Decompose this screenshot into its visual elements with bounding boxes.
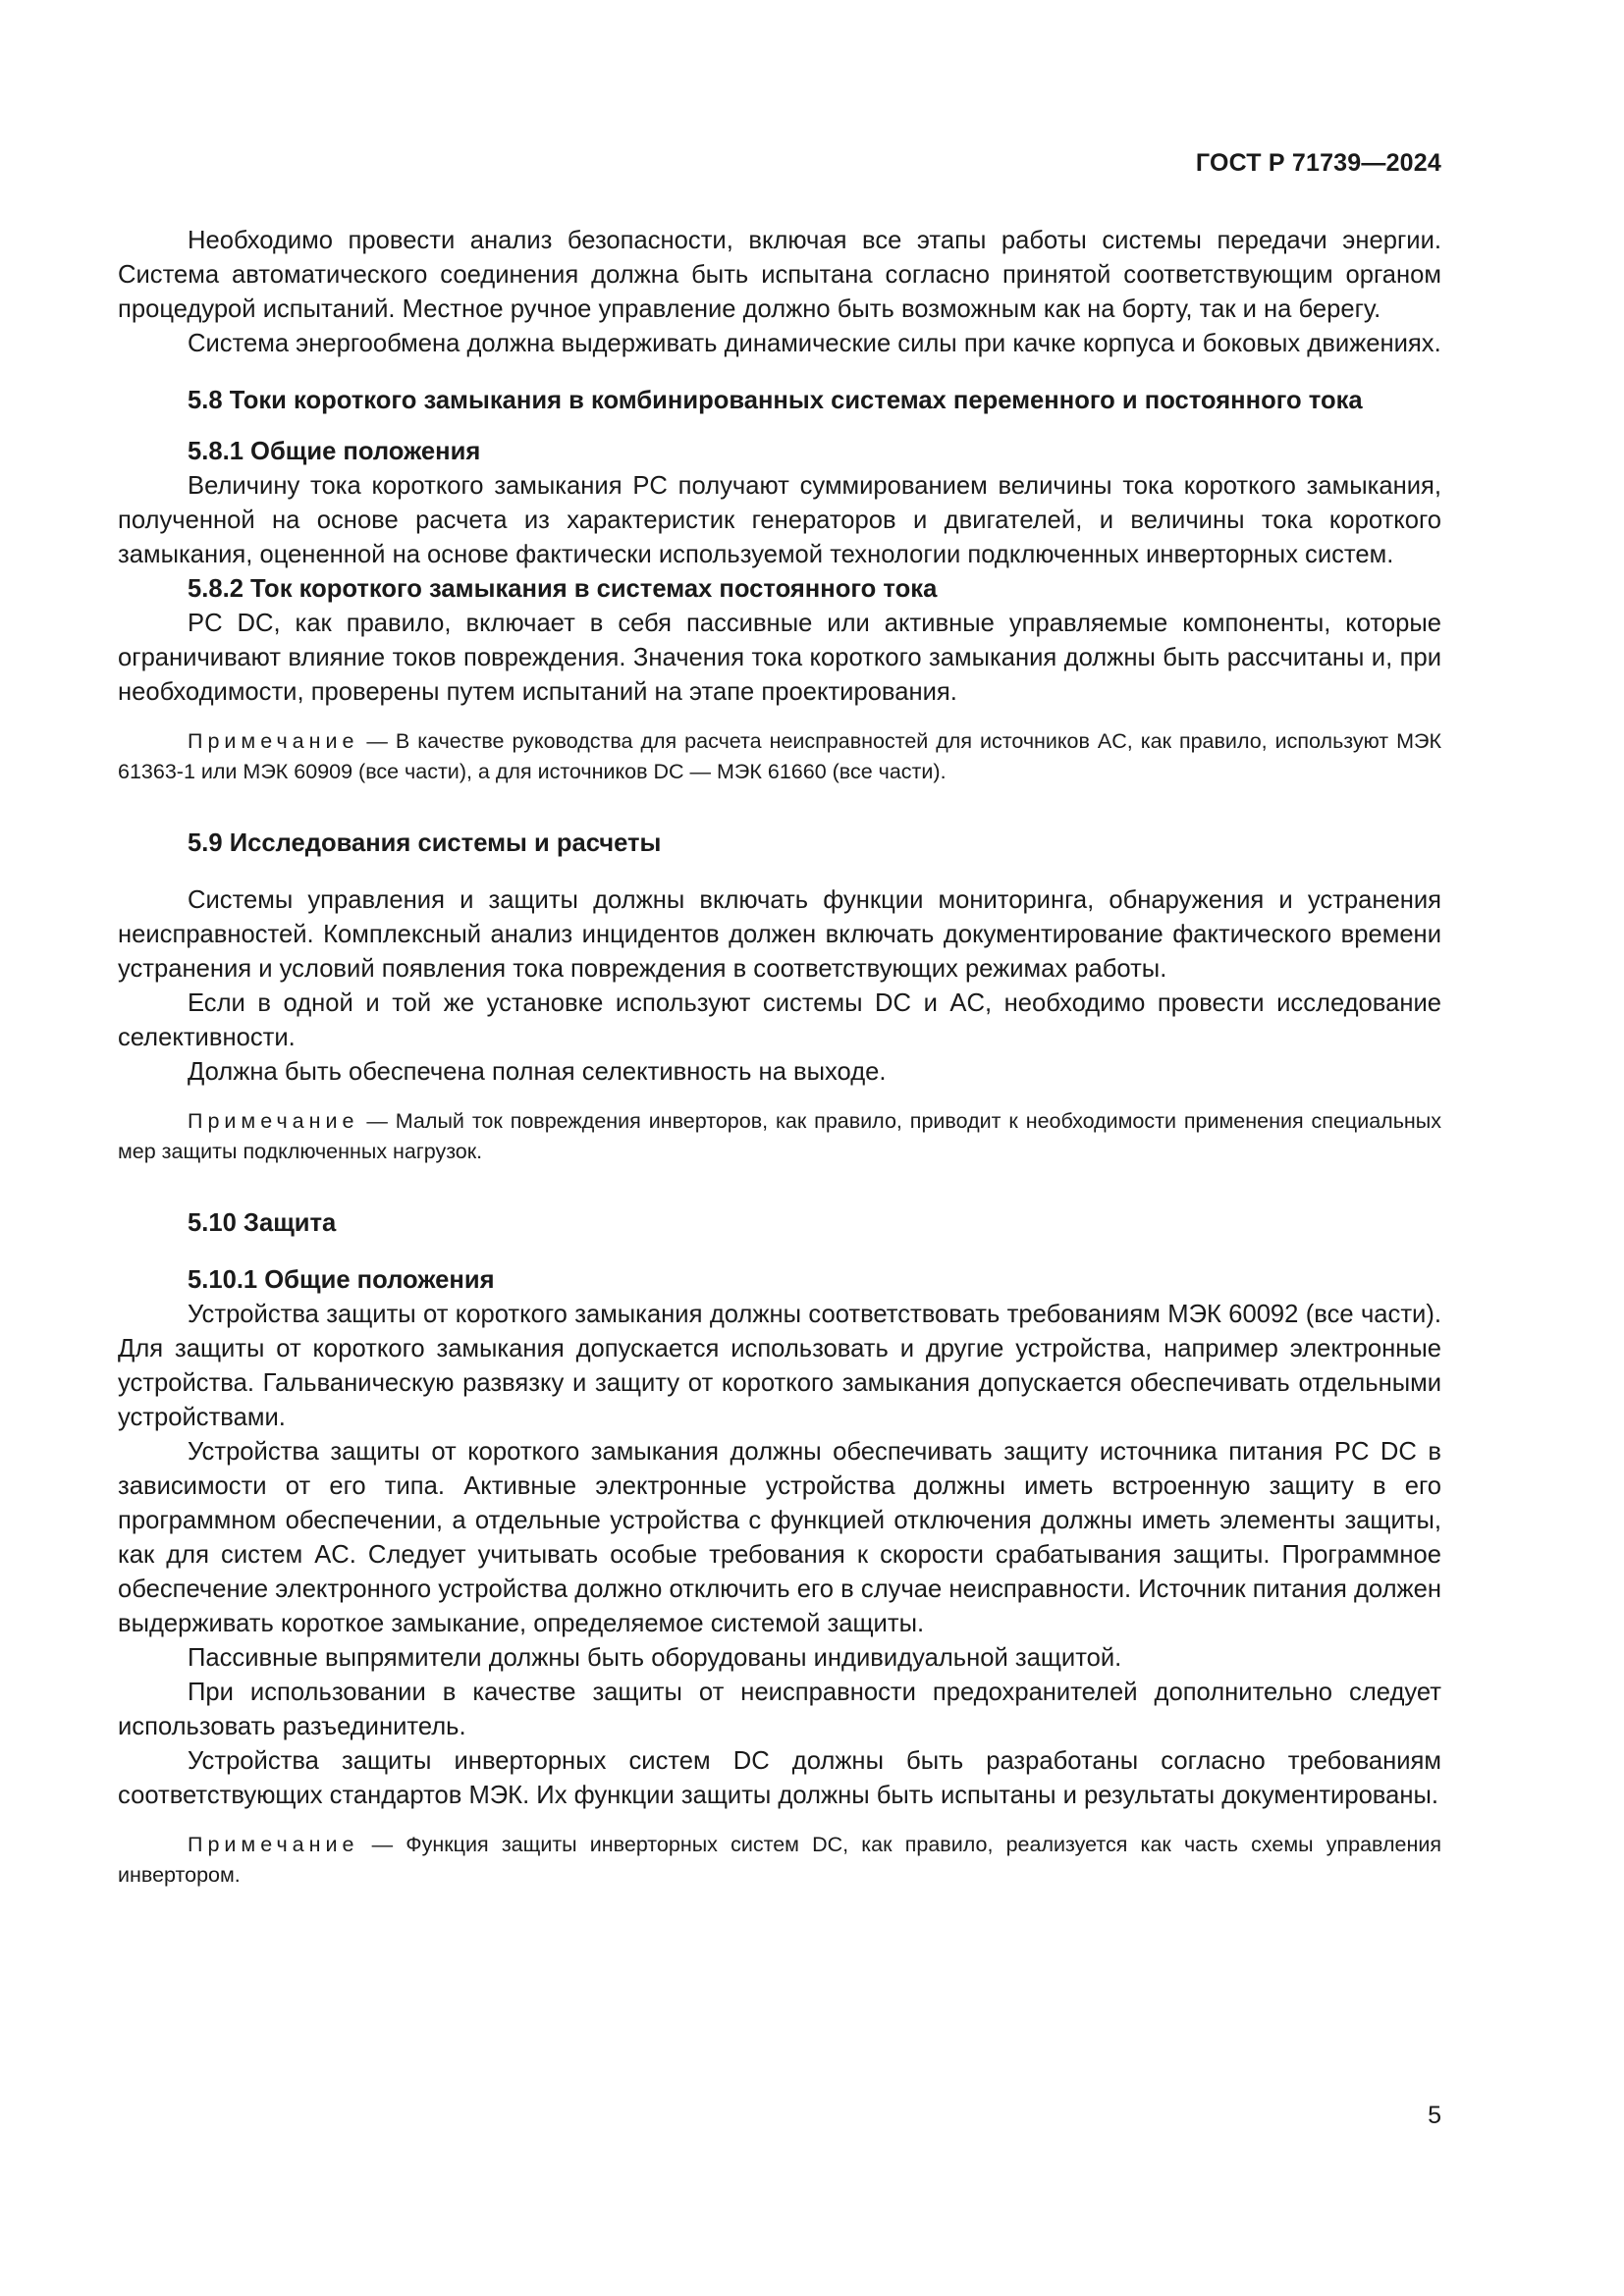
section-5-9-paragraph-3: Должна быть обеспечена полная селективность на выходе. (188, 1058, 887, 1086)
section-5-8-note (118, 726, 1441, 787)
section-5-9-note (118, 1106, 1441, 1167)
section-5-10-1-paragraph-2: Устройства защиты от короткого замыкания должны обеспечивать защиту источника питания PC DC в зависимости от его типа. Активные электронные устройства должны иметь встроенную защиту в его программном обеспечении, а отдельные устройства с функцией отключения должны иметь элементы защиты, как для систем AC. Следует учитывать особые требования к скорости срабатывания защиты. Программное обеспечение электронного устройства должно отключить его в случае неисправности. Источник питания должен выдерживать короткое замыкание, определяемое системой защиты. (118, 1438, 1441, 1637)
note-text: — В качестве руководства для расчета неисправностей для источников AC, как правило, используют МЭК 61363-1 или МЭК 60909 (все части), а для источников DC — МЭК 61660 (все части). (118, 729, 1441, 783)
intro-paragraph-2: Система энергообмена должна выдерживать динамические силы при качке корпуса и боковых движениях. (188, 330, 1441, 357)
section-5-10-1-paragraph-1: Устройства защиты от короткого замыкания должны соответствовать требованиям МЭК 60092 (все части). Для защиты от короткого замыкания допускается использовать и другие устройства, например электронные устройства. Гальваническую развязку и защиту от короткого замыкания допускается обеспечивать отдельными устройствами. (118, 1301, 1441, 1431)
section-5-8-2-paragraph: PC DC, как правило, включает в себя пассивные или активные управляемые компоненты, которые ограничивают влияние токов повреждения. Значения тока короткого замыкания должны быть рассчитаны и, при необходимости, проверены путем испытаний на этапе проектирования. (118, 610, 1441, 706)
section-5-10-1-paragraph-4: При использовании в качестве защиты от неисправности предохранителей дополнительно следует использовать разъединитель. (118, 1679, 1441, 1740)
document-id: ГОСТ Р 71739—2024 (1195, 149, 1441, 177)
note-label: Примечание (188, 1833, 359, 1856)
section-5-10-heading: 5.10 Защита (188, 1209, 337, 1237)
section-5-8-2-heading: 5.8.2 Ток короткого замыкания в системах постоянного тока (188, 575, 938, 603)
note-label: Примечание (188, 1109, 359, 1133)
intro-paragraph-1: Необходимо провести анализ безопасности, включая все этапы работы системы передачи энергии. Система автоматического соединения должна быть испытана согласно принятой соответствующим органом процедурой испытаний. Местное ручное управление должно быть возможным как на борту, так и на берегу. (118, 227, 1441, 323)
section-5-10-1-paragraph-5: Устройства защиты инверторных систем DC должны быть разработаны согласно требованиям соответствующих стандартов МЭК. Их функции защиты должны быть испытаны и результаты документированы. (118, 1747, 1441, 1809)
section-5-9-paragraph-1: Системы управления и защиты должны включать функции мониторинга, обнаружения и устранения неисправностей. Комплексный анализ инцидентов должен включать документирование фактического времени устранения и условий появления тока повреждения в соответствующих режимах работы. (118, 886, 1441, 983)
section-5-9-heading: 5.9 Исследования системы и расчеты (188, 829, 662, 857)
note-text: — Малый ток повреждения инверторов, как правило, приводит к необходимости применения специальных мер защиты подключенных нагрузок. (118, 1109, 1441, 1163)
section-5-10-1-heading: 5.10.1 Общие положения (188, 1266, 495, 1294)
section-5-9-paragraph-2: Если в одной и той же установке используют системы DC и AC, необходимо провести исследование селективности. (118, 989, 1441, 1051)
section-5-8-1-paragraph: Величину тока короткого замыкания PC получают суммированием величины тока короткого замыкания, полученной на основе расчета из характеристик генераторов и двигателей, и величины тока короткого замыкания, оцененной на основе фактически используемой технологии подключенных инверторных систем. (118, 472, 1441, 568)
note-text: — Функция защиты инверторных систем DC, как правило, реализуется как часть схемы управления инвертором. (118, 1833, 1441, 1887)
section-5-10-1-paragraph-3: Пассивные выпрямители должны быть оборудованы индивидуальной защитой. (188, 1644, 1122, 1672)
page-body (118, 224, 1441, 1891)
section-5-8-1-heading: 5.8.1 Общие положения (188, 438, 481, 465)
note-label: Примечание (188, 729, 359, 753)
section-5-8-heading: 5.8 Токи короткого замыкания в комбинированных системах переменного и постоянного тока (188, 387, 1363, 414)
page-number: 5 (1428, 2102, 1441, 2129)
section-5-10-note (118, 1830, 1441, 1891)
